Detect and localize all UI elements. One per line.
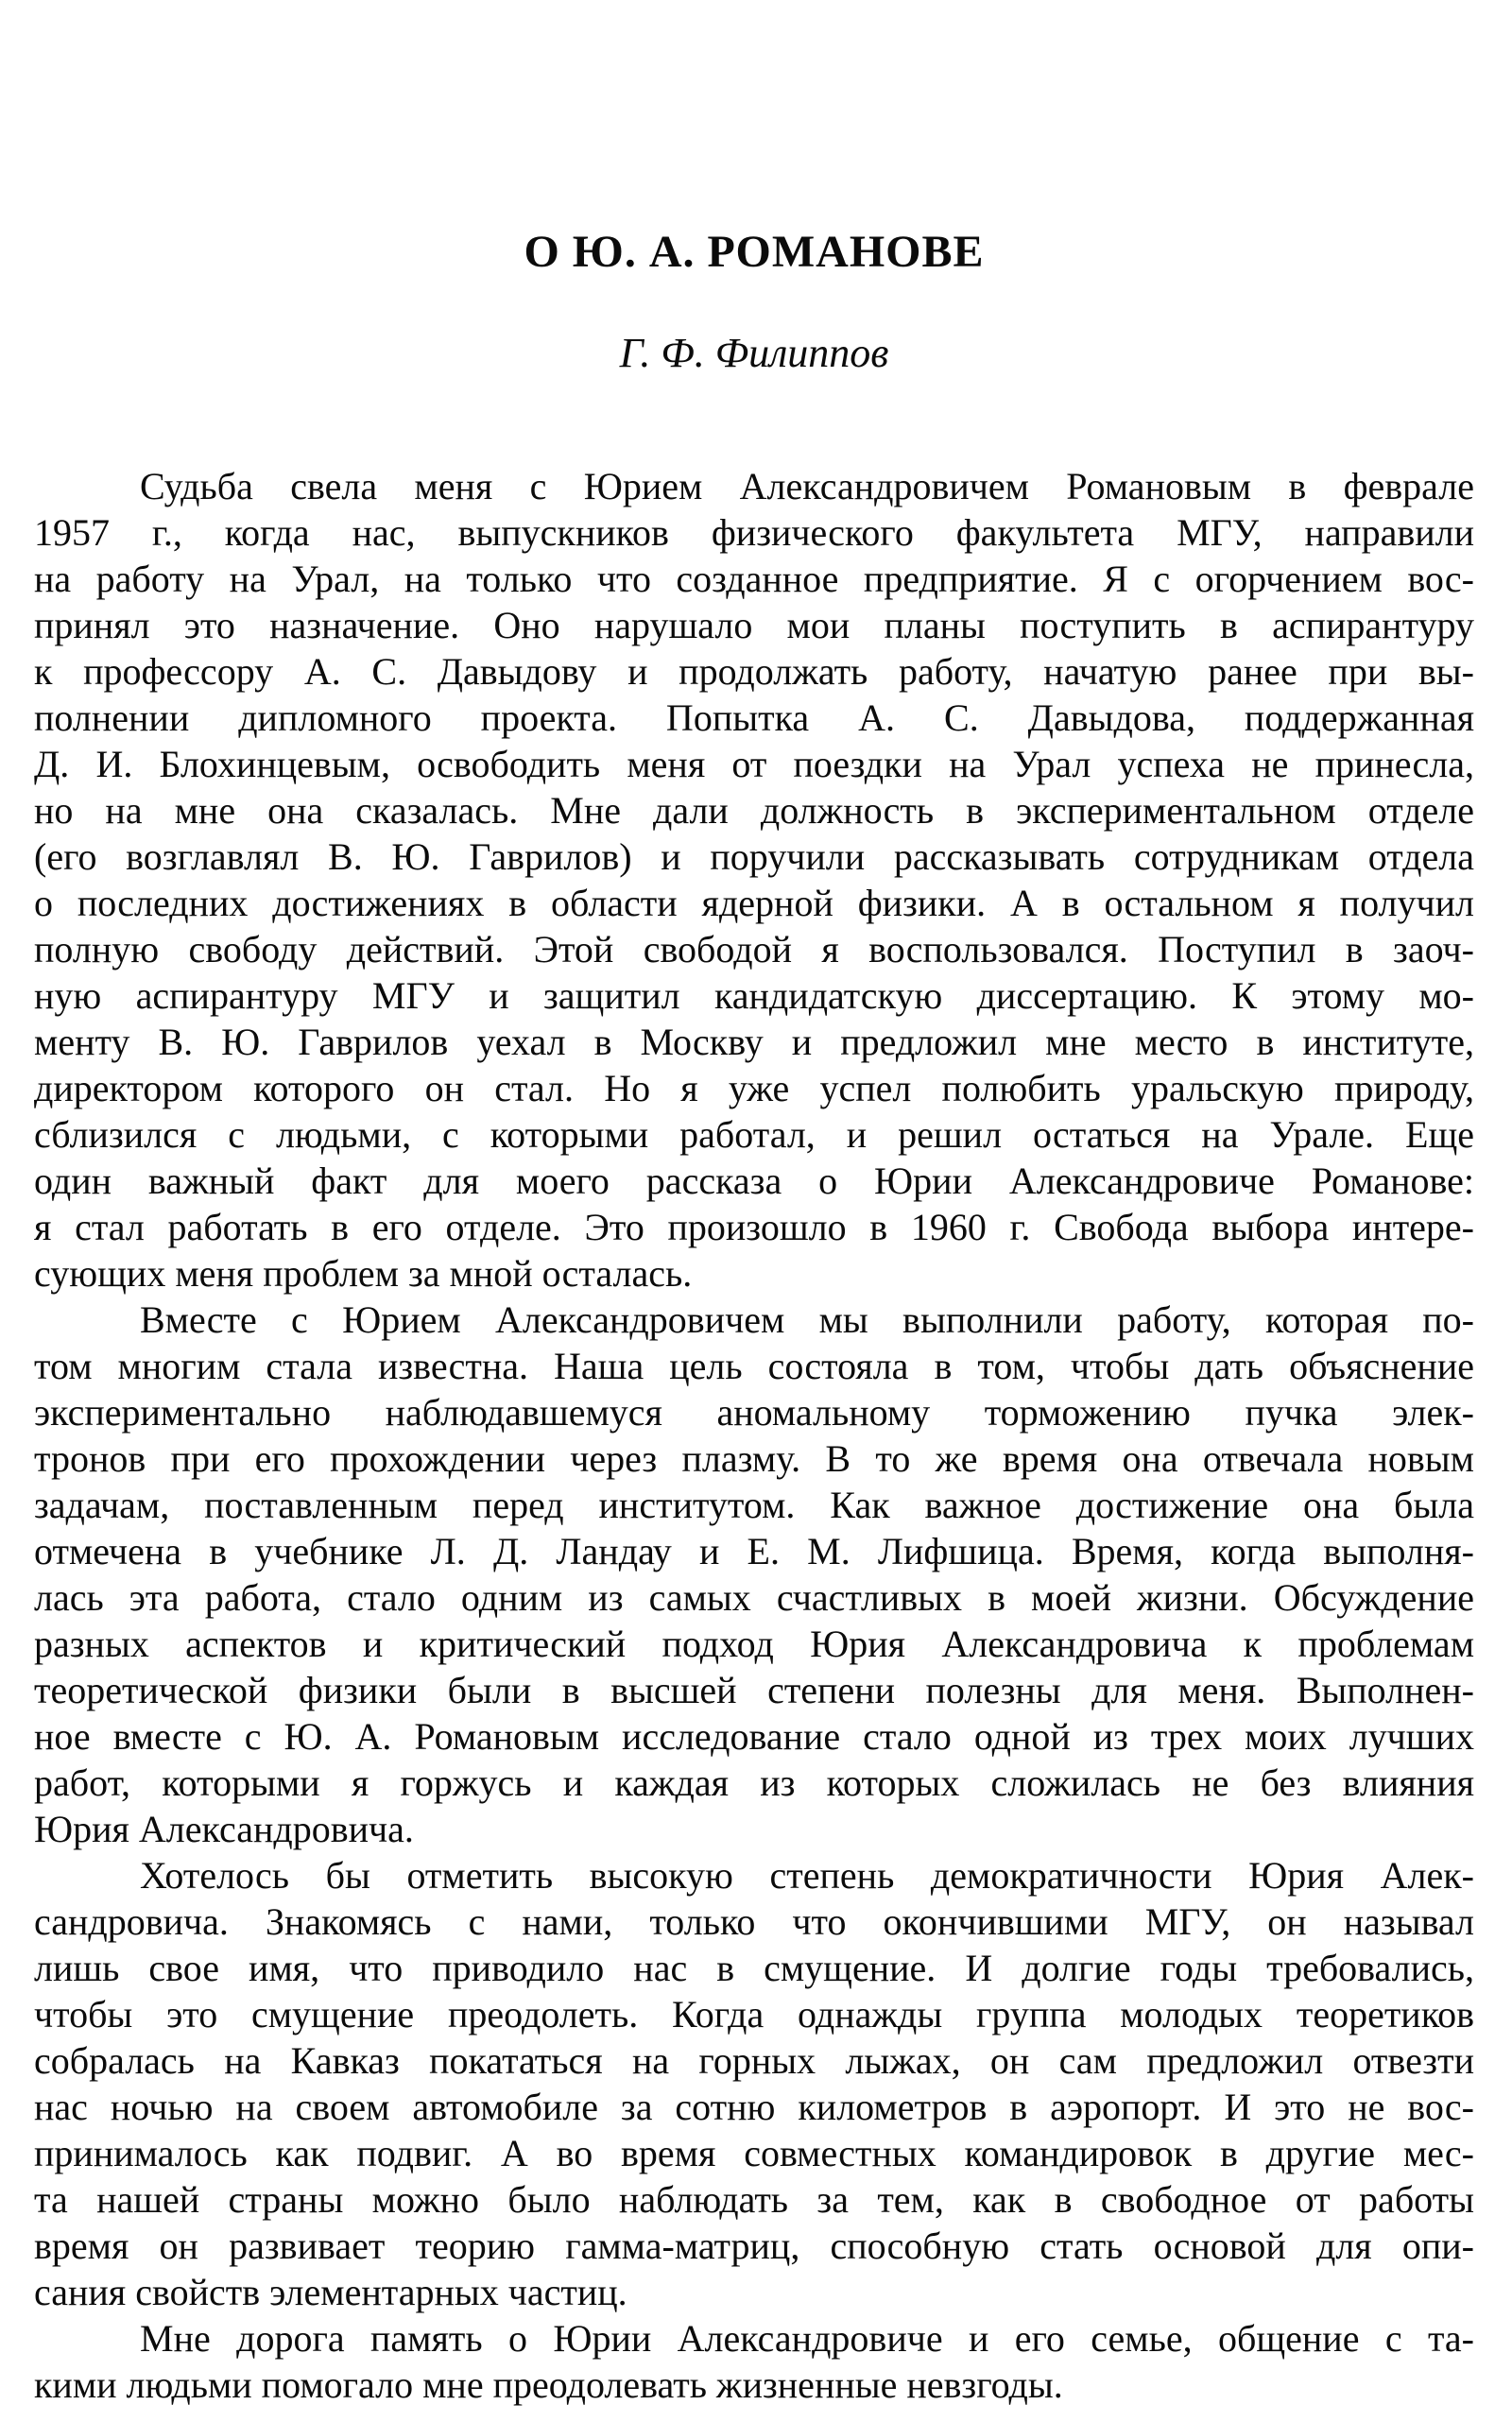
text-line: но на мне она сказалась. Мне дали должность в экспериментальном отделе: [34, 789, 1474, 833]
body-text: [34, 463, 1474, 2408]
text-line: теоретической физики были в высшей степени полезны для меня. Выполнен-: [34, 1669, 1474, 1712]
paragraph: [34, 2315, 1474, 2408]
text-line: сания свойств элементарных частиц.: [34, 2271, 627, 2314]
text-line: ную аспирантуру МГУ и защитил кандидатскую диссертацию. К этому мо-: [34, 974, 1474, 1018]
text-line: принял это назначение. Оно нарушало мои планы поступить в аспирантуру: [34, 604, 1474, 647]
text-line: (его возглавлял В. Ю. Гаврилов) и поручили рассказывать сотрудникам отдела: [34, 835, 1474, 879]
text-line: Судьба свела меня с Юрием Александровичем Романовым в феврале: [140, 465, 1474, 508]
text-line: тронов при его прохождении через плазму. В то же время она отвечала новым: [34, 1437, 1474, 1481]
text-line: к профессору А. С. Давыдову и продолжать работу, начатую ранее при вы-: [34, 650, 1474, 694]
text-line: на работу на Урал, на только что созданное предприятие. Я с огорчением вос-: [34, 558, 1474, 601]
text-line: нас ночью на своем автомобиле за сотню километров в аэропорт. И это не вос-: [34, 2086, 1474, 2129]
text-line: Хотелось бы отметить высокую степень демократичности Юрия Алек-: [140, 1854, 1474, 1898]
text-line: задачам, поставленным перед институтом. Как важное достижение она была: [34, 1484, 1474, 1527]
page-title: О Ю. А. РОМАНОВЕ: [524, 227, 985, 277]
text-line: ное вместе с Ю. А. Романовым исследование стало одной из трех моих лучших: [34, 1715, 1474, 1759]
text-line: я стал работать в его отделе. Это произошло в 1960 г. Свобода выбора интере-: [34, 1206, 1474, 1249]
text-line: та нашей страны можно было наблюдать за тем, как в свободное от работы: [34, 2178, 1474, 2222]
text-line: менту В. Ю. Гаврилов уехал в Москву и предложил мне место в институте,: [34, 1021, 1474, 1064]
text-line: чтобы это смущение преодолеть. Когда однажды группа молодых теоретиков: [34, 1993, 1474, 2036]
text-line: сблизился с людьми, с которыми работал, и решил остаться на Урале. Еще: [34, 1113, 1474, 1157]
text-line: лишь свое имя, что приводило нас в смущение. И долгие годы требовались,: [34, 1947, 1474, 1990]
text-line: кими людьми помогало мне преодолевать жизненные невзгоды.: [34, 2363, 1063, 2407]
text-line: сандровича. Знакомясь с нами, только что окончившими МГУ, он называл: [34, 1900, 1474, 1944]
text-line: время он развивает теорию гамма-матриц, способную стать основой для опи-: [34, 2224, 1474, 2268]
paragraph: [34, 463, 1474, 1297]
text-line: о последних достижениях в области ядерной физики. А в остальном я получил: [34, 882, 1474, 925]
text-line: 1957 г., когда нас, выпускников физического факультета МГУ, направили: [34, 511, 1474, 555]
text-line: полнении дипломного проекта. Попытка А. С. Давыдова, поддержанная: [34, 696, 1474, 740]
text-line: принималось как подвиг. А во время совместных командировок в другие мес-: [34, 2132, 1474, 2175]
text-line: лась эта работа, стало одним из самых счастливых в моей жизни. Обсуждение: [34, 1576, 1474, 1620]
paragraph: [34, 1297, 1474, 1852]
author-name: Г. Ф. Филиппов: [619, 329, 889, 376]
text-line: разных аспектов и критический подход Юрия Александровича к проблемам: [34, 1623, 1474, 1666]
paragraph: [34, 1852, 1474, 2315]
text-line: собралась на Кавказ покататься на горных лыжах, он сам предложил отвезти: [34, 2039, 1474, 2083]
text-line: экспериментально наблюдавшемуся аномальному торможению пучка элек-: [34, 1391, 1474, 1434]
text-line: Юрия Александровича.: [34, 1808, 414, 1851]
text-line: директором которого он стал. Но я уже успел полюбить уральскую природу,: [34, 1067, 1474, 1110]
text-line: Вместе с Юрием Александровичем мы выполнили работу, которая по-: [140, 1298, 1474, 1342]
text-line: один важный факт для моего рассказа о Юрии Александровиче Романове:: [34, 1159, 1474, 1203]
text-line: том многим стала известна. Наша цель состояла в том, чтобы дать объяснение: [34, 1345, 1474, 1388]
text-line: полную свободу действий. Этой свободой я воспользовался. Поступил в заоч-: [34, 928, 1474, 971]
text-line: работ, которыми я горжусь и каждая из которых сложилась не без влияния: [34, 1761, 1474, 1805]
text-line: Д. И. Блохинцевым, освободить меня от поездки на Урал успеха не принесла,: [34, 743, 1474, 786]
text-line: Мне дорога память о Юрии Александровиче и его семье, общение с та-: [140, 2317, 1474, 2361]
text-line: сующих меня проблем за мной осталась.: [34, 1252, 693, 1296]
text-line: отмечена в учебнике Л. Д. Ландау и Е. М. Лифшица. Время, когда выполня-: [34, 1530, 1474, 1573]
